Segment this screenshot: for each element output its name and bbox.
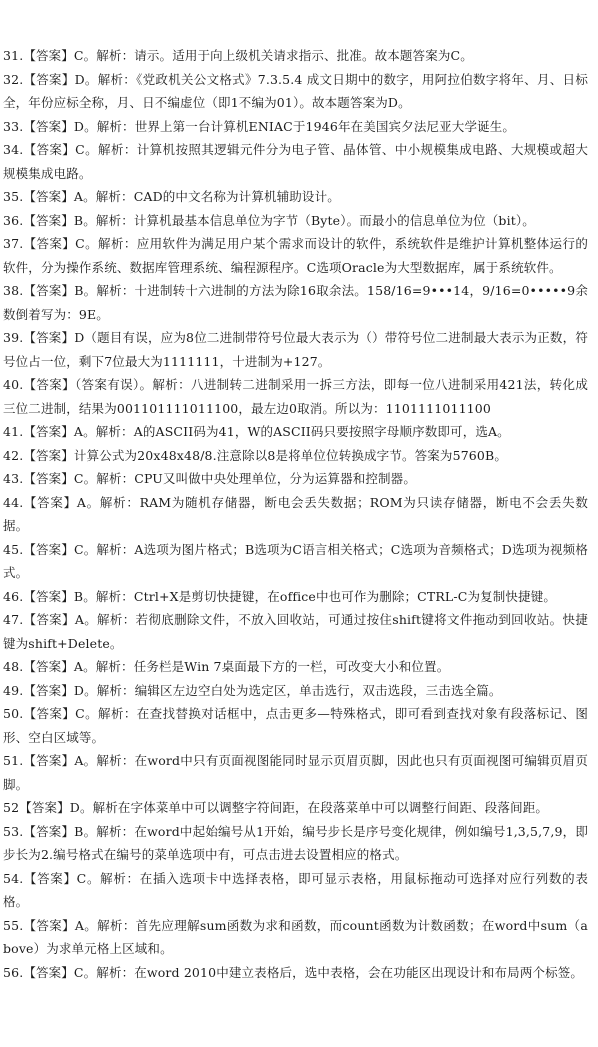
answer-item-37: 37.【答案】C。解析：应用软件为满足用户某个需求而设计的软件，系统软件是维护计算机整体运行的软件，分为操作系统、数据库管理系统、编程源程序。C选项Oracle为大型数据库，属于系统软件。	[3, 236, 588, 275]
answer-item-54: 54.【答案】C。解析：在插入选项卡中选择表格，即可显示表格，用鼠标拖动可选择对应行列数的表格。	[3, 870, 588, 909]
answer-item-42: 42.【答案】计算公式为20x48x48/8.注意除以8是将单位位转换成字节。答案为5760B。	[3, 447, 507, 463]
answer-item-34: 34.【答案】C。解析：计算机按照其逻辑元件分为电子管、晶体管、中小规模集成电路、大规模或超大规模集成电路。	[3, 142, 588, 181]
answer-item-38: 38.【答案】B。解析：十进制转十六进制的方法为除16取余法。158/16=9•••14，9/16=0•••••9余数倒着写为：9E。	[3, 283, 588, 322]
answer-item-44: 44.【答案】A。解析：RAM为随机存储器，断电会丢失数据；ROM为只读存储器，断电不会丢失数据。	[3, 494, 588, 533]
answer-item-41: 41.【答案】A。解析：A的ASCII码为41，W的ASCII码只要按照字母顺序数即可，选A。	[3, 424, 510, 439]
answer-item-36: 36.【答案】B。解析：计算机最基本信息单位为字节（Byte）。而最小的信息单位为位（bit）。	[3, 212, 535, 228]
answer-item-47: 47.【答案】A。解析：若彻底删除文件，不放入回收站，可通过按住shift键将文件拖动到回收站。快捷键为shift+Delete。	[3, 612, 588, 651]
answer-item-31: 31.【答案】C。解析：请示。适用于向上级机关请求指示、批准。故本题答案为C。	[3, 48, 473, 63]
answer-item-32: 32.【答案】D。解析：《党政机关公文格式》7.3.5.4 成文日期中的数字，用阿拉伯数字将年、月、日标全，年份应标全称，月、日不编虚位（即1不编为01）。故本题答案为D。	[3, 71, 588, 110]
answer-item-43: 43.【答案】C。解析：CPU又叫做中央处理单位，分为运算器和控制器。	[3, 471, 416, 486]
answer-item-40: 40.【答案】（答案有误）。解析：八进制转二进制采用一拆三方法，即每一位八进制采用421法，转化成三位二进制，结果为001101111011100，最左边0取消。所以为：1101111011100	[3, 377, 588, 416]
answer-item-48: 48.【答案】A。解析：任务栏是Win 7桌面最下方的一栏，可改变大小和位置。	[3, 659, 450, 674]
answer-item-45: 45.【答案】C。解析：A选项为图片格式；B选项为C语言相关格式；C选项为音频格式；D选项为视频格式。	[3, 541, 588, 580]
answer-item-49: 49.【答案】D。解析：编辑区左边空白处为选定区，单击选行，双击选段，三击选全篇。	[3, 682, 502, 698]
answer-item-50: 50.【答案】C。解析：在查找替换对话框中，点击更多—特殊格式，即可看到查找对象有段落标记、图形、空白区域等。	[3, 706, 588, 745]
answer-item-33: 33.【答案】D。解析：世界上第一台计算机ENIAC于1946年在美国宾夕法尼亚大学诞生。	[3, 118, 516, 134]
answer-item-53: 53.【答案】B。解析：在word中起始编号从1开始，编号步长是序号变化规律，例如编号1,3,5,7,9，即步长为2.编号格式在编号的菜单选项中有，可点击进去设置相应的格式。	[3, 823, 588, 862]
answer-item-56: 56.【答案】C。解析：在word 2010中建立表格后，选中表格，会在功能区出现设计和布局两个标签。	[3, 964, 584, 980]
answer-item-35: 35.【答案】A。解析：CAD的中文名称为计算机辅助设计。	[3, 189, 340, 204]
answer-item-39: 39.【答案】D（题目有误，应为8位二进制带符号位最大表示为（）带符号位二进制最大表示为正数，符号位占一位，剩下7位最大为1111111，十进制为+127。	[3, 330, 588, 369]
answer-item-51: 51.【答案】A。解析：在word中只有页面视图能同时显示页眉页脚，因此也只有页面视图可编辑页眉页脚。	[3, 753, 588, 792]
answer-item-52: 52【答案】D。解析在字体菜单中可以调整字符间距，在段落菜单中可以调整行间距、段落间距。	[3, 800, 549, 815]
answer-item-46: 46.【答案】B。解析：Ctrl+X是剪切快捷键，在office中也可作为删除；CTRL-C为复制快捷键。	[3, 588, 557, 604]
answer-item-55: 55.【答案】A。解析：首先应理解sum函数为求和函数，而count函数为计数函数；在word中sum（above）为求单元格上区域和。	[3, 917, 588, 956]
